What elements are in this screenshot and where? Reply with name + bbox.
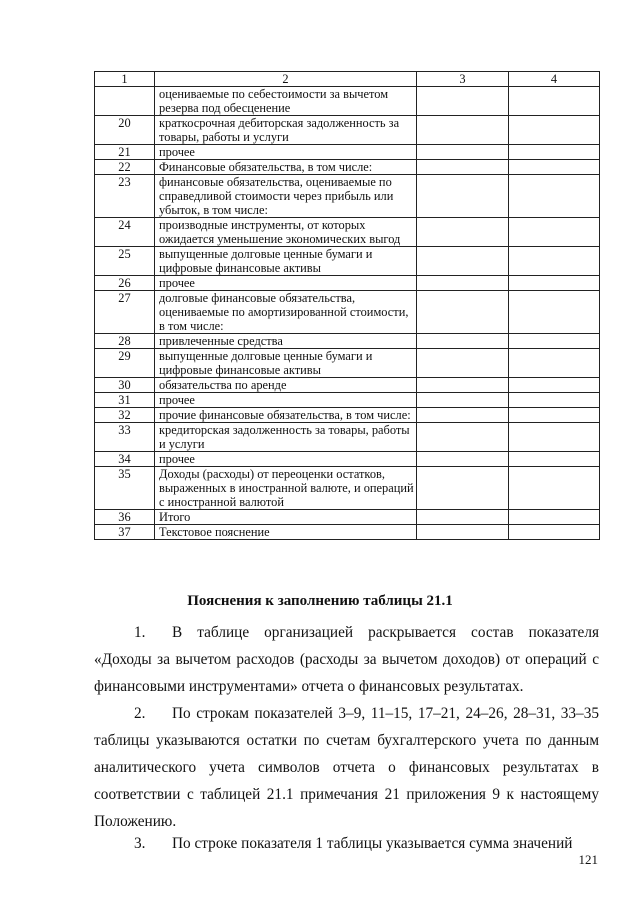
value-cell-3 [417, 525, 509, 540]
value-cell-4 [509, 378, 600, 393]
row-number-cell: 20 [95, 116, 155, 145]
value-cell-3 [417, 291, 509, 334]
note-label: 1. [134, 624, 146, 641]
value-cell-3 [417, 145, 509, 160]
indicator-name-cell: финансовые обязательства, оцениваемые по справедливой стоимости через прибыль или убыток, в том числе: [155, 175, 417, 218]
indicator-name-cell: выпущенные долговые ценные бумаги и цифровые финансовые активы [155, 349, 417, 378]
row-number-cell: 32 [95, 408, 155, 423]
value-cell-4 [509, 247, 600, 276]
table-row [95, 334, 600, 349]
indicator-name-cell: краткосрочная дебиторская задолженность за товары, работы и услуги [155, 116, 417, 145]
value-cell-3 [417, 247, 509, 276]
row-number-cell: 26 [95, 276, 155, 291]
note-label: 3. [134, 835, 146, 852]
row-number-cell: 36 [95, 510, 155, 525]
row-number-cell: 31 [95, 393, 155, 408]
note-text: По строке показателя 1 таблицы указывается сумма значений [172, 835, 573, 852]
value-cell-3 [417, 408, 509, 423]
value-cell-3 [417, 334, 509, 349]
table-row [95, 87, 600, 116]
table-row [95, 525, 600, 540]
value-cell-4 [509, 452, 600, 467]
value-cell-4 [509, 291, 600, 334]
row-number-cell: 21 [95, 145, 155, 160]
value-cell-4 [509, 218, 600, 247]
value-cell-3 [417, 510, 509, 525]
financial-table [94, 71, 600, 540]
table-row [95, 291, 600, 334]
table-row [95, 218, 600, 247]
value-cell-4 [509, 160, 600, 175]
indicator-name-cell: Текстовое пояснение [155, 525, 417, 540]
row-number-cell: 24 [95, 218, 155, 247]
table-row [95, 145, 600, 160]
note-label: 2. [134, 705, 146, 722]
indicator-name-cell: Доходы (расходы) от переоценки остатков, выраженных в иностранной валюте, и операций с иностранной валютой [155, 467, 417, 510]
row-number-cell: 34 [95, 452, 155, 467]
table-row [95, 349, 600, 378]
note-paragraph [94, 700, 599, 835]
value-cell-3 [417, 452, 509, 467]
indicator-name-cell: выпущенные долговые ценные бумаги и цифровые финансовые активы [155, 247, 417, 276]
value-cell-4 [509, 393, 600, 408]
row-number-cell: 28 [95, 334, 155, 349]
table-row [95, 276, 600, 291]
indicator-name-cell: Итого [155, 510, 417, 525]
table-row [95, 408, 600, 423]
table-row [95, 378, 600, 393]
value-cell-3 [417, 423, 509, 452]
indicator-name-cell: Финансовые обязательства, в том числе: [155, 160, 417, 175]
page-number: 121 [578, 852, 598, 867]
value-cell-4 [509, 116, 600, 145]
value-cell-3 [417, 393, 509, 408]
table-row [95, 175, 600, 218]
header-cell-1: 1 [95, 72, 155, 87]
value-cell-4 [509, 423, 600, 452]
indicator-name-cell: производные инструменты, от которых ожидается уменьшение экономических выгод [155, 218, 417, 247]
value-cell-3 [417, 175, 509, 218]
note-paragraph [94, 830, 599, 857]
row-number-cell: 30 [95, 378, 155, 393]
row-number-cell: 22 [95, 160, 155, 175]
row-number-cell: 33 [95, 423, 155, 452]
header-cell-2: 2 [155, 72, 417, 87]
indicator-name-cell: прочее [155, 276, 417, 291]
value-cell-4 [509, 145, 600, 160]
value-cell-3 [417, 349, 509, 378]
table-row [95, 423, 600, 452]
value-cell-3 [417, 276, 509, 291]
table-row [95, 116, 600, 145]
row-number-cell [95, 87, 155, 116]
indicator-name-cell: оцениваемые по себестоимости за вычетом резерва под обесценение [155, 87, 417, 116]
value-cell-4 [509, 349, 600, 378]
value-cell-3 [417, 467, 509, 510]
indicator-name-cell: привлеченные средства [155, 334, 417, 349]
value-cell-4 [509, 334, 600, 349]
row-number-cell: 29 [95, 349, 155, 378]
table-header-row [95, 72, 600, 87]
value-cell-4 [509, 408, 600, 423]
indicator-name-cell: прочее [155, 145, 417, 160]
table-row [95, 247, 600, 276]
indicator-name-cell: кредиторская задолженность за товары, работы и услуги [155, 423, 417, 452]
table-row [95, 510, 600, 525]
value-cell-3 [417, 378, 509, 393]
indicator-name-cell: долговые финансовые обязательства, оцениваемые по амортизированной стоимости, в том числе: [155, 291, 417, 334]
table-row [95, 160, 600, 175]
value-cell-4 [509, 87, 600, 116]
value-cell-3 [417, 218, 509, 247]
row-number-cell: 25 [95, 247, 155, 276]
row-number-cell: 37 [95, 525, 155, 540]
value-cell-4 [509, 276, 600, 291]
indicator-name-cell: обязательства по аренде [155, 378, 417, 393]
row-number-cell: 23 [95, 175, 155, 218]
value-cell-4 [509, 525, 600, 540]
indicator-name-cell: прочее [155, 393, 417, 408]
value-cell-3 [417, 87, 509, 116]
table-row [95, 393, 600, 408]
indicator-name-cell: прочие финансовые обязательства, в том числе: [155, 408, 417, 423]
header-cell-4: 4 [509, 72, 600, 87]
note-text: В таблице организацией раскрывается состав показателя «Доходы за вычетом расходов (расходы за вычетом доходов) от операций с финансовыми инструментами» отчета о финансовых результатах. [94, 624, 599, 695]
table-row [95, 467, 600, 510]
value-cell-3 [417, 160, 509, 175]
row-number-cell: 27 [95, 291, 155, 334]
value-cell-4 [509, 510, 600, 525]
notes-title: Пояснения к заполнению таблицы 21.1 [187, 593, 453, 609]
header-cell-3: 3 [417, 72, 509, 87]
row-number-cell: 35 [95, 467, 155, 510]
note-text: По строкам показателей 3–9, 11–15, 17–21, 24–26, 28–31, 33–35 таблицы указываются остатки по счетам бухгалтерского учета по данным аналитического учета символов отчета о финансовых результатах в соответствии с таблицей 21.1 примечания 21 приложения 9 к настоящему Положению. [94, 705, 599, 830]
value-cell-4 [509, 467, 600, 510]
indicator-name-cell: прочее [155, 452, 417, 467]
table-row [95, 452, 600, 467]
value-cell-3 [417, 116, 509, 145]
note-paragraph [94, 619, 599, 700]
value-cell-4 [509, 175, 600, 218]
